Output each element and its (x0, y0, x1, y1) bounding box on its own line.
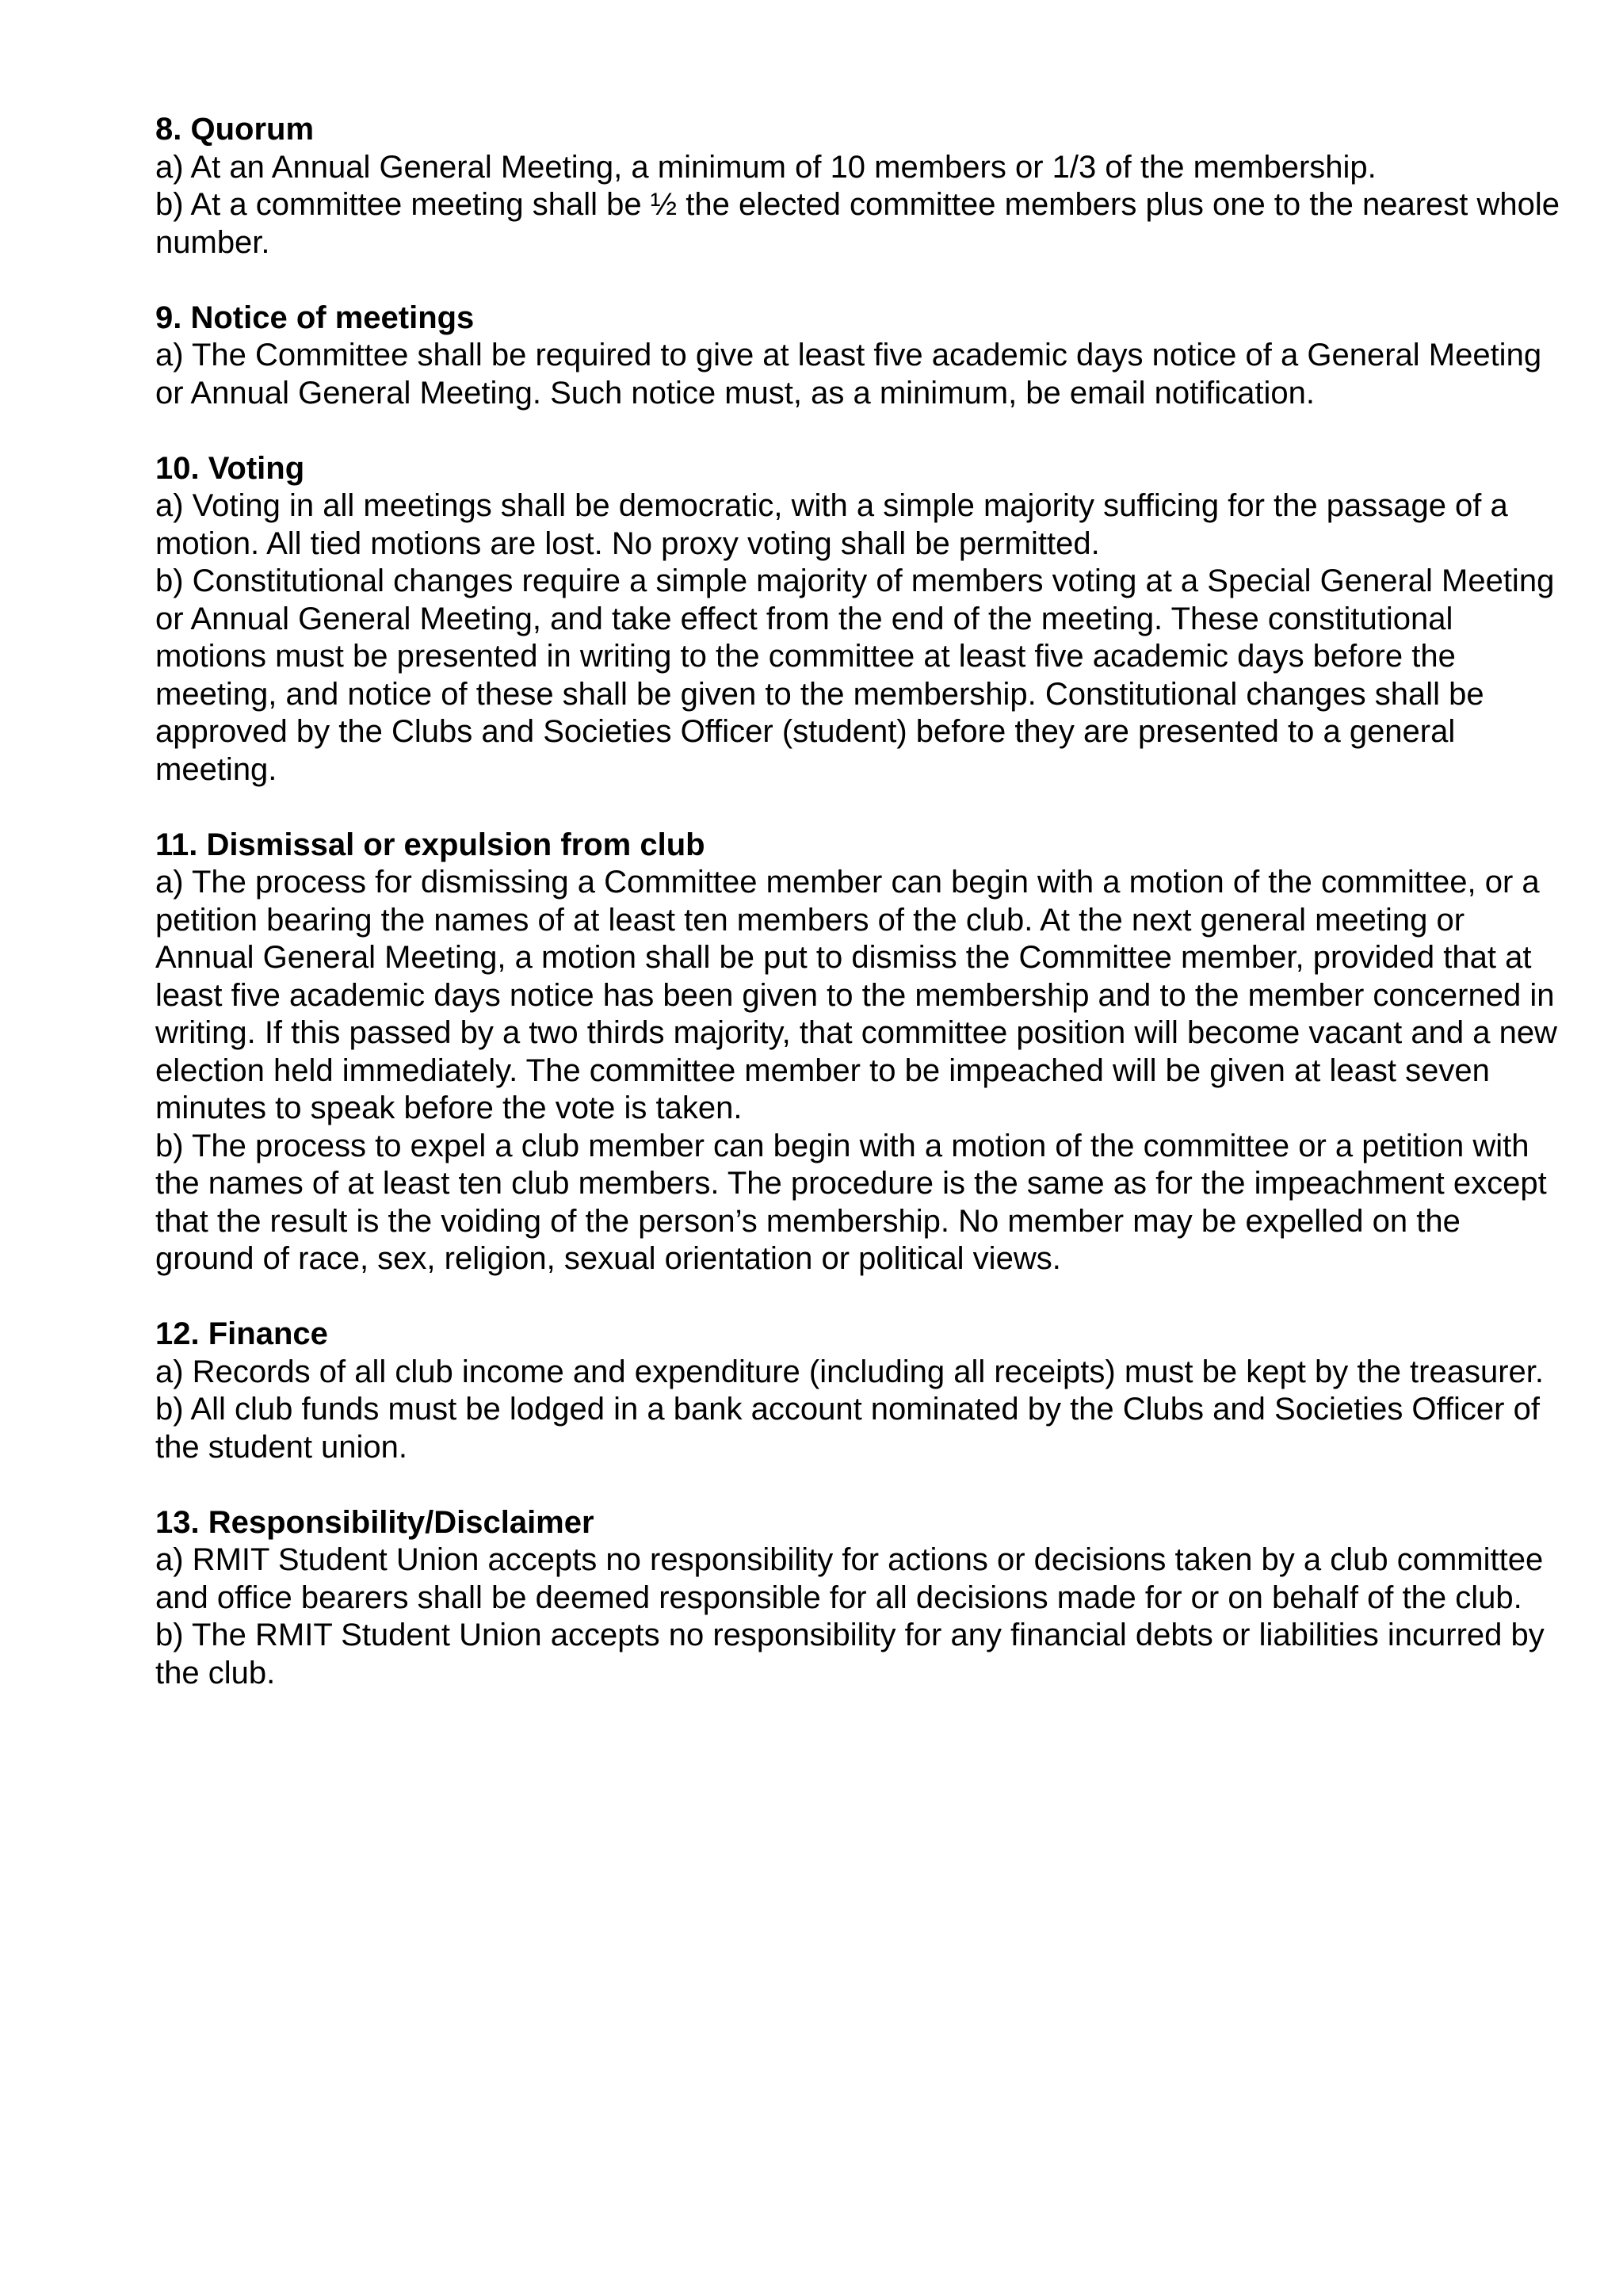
clause-paragraph: b) The RMIT Student Union accepts no responsibility for any financial debts or liabilities incurred by the club. (155, 1618, 1545, 1690)
section-heading: 12. Finance (155, 1316, 328, 1351)
section-heading: 13. Responsibility/Disclaimer (155, 1504, 594, 1540)
clause-paragraph: a) At an Annual General Meeting, a minimum of 10 members or 1/3 of the membership. (155, 149, 1377, 185)
section-quorum (155, 111, 1566, 262)
clause-paragraph: b) At a committee meeting shall be ½ the elected committee members plus one to the nearest whole number. (155, 187, 1560, 260)
clause-paragraph: b) Constitutional changes require a simple majority of members voting at a Special General Meeting or Annual General Meeting, and take effect from the end of the meeting. These constitutional motions must be presented in writing to the committee at least five academic days before the meeting, and notice of these shall be given to the membership. Constitutional changes shall be approved by the Clubs and Societies Officer (student) before they are presented to a general meeting. (155, 563, 1555, 787)
document-body (155, 111, 1566, 1730)
section-dismissal-expulsion (155, 827, 1566, 1278)
clause-paragraph: b) All club funds must be lodged in a bank account nominated by the Clubs and Societies Officer of the student union. (155, 1392, 1540, 1465)
clause-paragraph: a) Records of all club income and expenditure (including all receipts) must be kept by the treasurer. (155, 1354, 1545, 1389)
section-heading: 11. Dismissal or expulsion from club (155, 827, 705, 862)
section-finance (155, 1316, 1566, 1466)
section-heading: 8. Quorum (155, 112, 315, 147)
clause-paragraph: a) The process for dismissing a Committee member can begin with a motion of the committee, or a petition bearing the names of at least ten members of the club. At the next general meeting or Annual General Meeting, a motion shall be put to dismiss the Committee member, provided that at least five academic days notice has been given to the membership and to the member concerned in writing. If this passed by a two thirds majority, that committee position will become vacant and a new election held immediately. The committee member to be impeached will be given at least seven minutes to speak before the vote is taken. (155, 865, 1557, 1125)
section-heading: 10. Voting (155, 450, 305, 486)
clause-paragraph: a) RMIT Student Union accepts no responsibility for actions or decisions taken by a club committee and office bearers shall be deemed responsible for all decisions made for or on behalf of the club. (155, 1542, 1544, 1615)
clause-paragraph: a) Voting in all meetings shall be democratic, with a simple majority sufficing for the passage of a motion. All tied motions are lost. No proxy voting shall be permitted. (155, 488, 1508, 561)
section-notice-of-meetings (155, 300, 1566, 413)
section-responsibility-disclaimer (155, 1504, 1566, 1693)
clause-paragraph: a) The Committee shall be required to give at least five academic days notice of a General Meeting or Annual General Meeting. Such notice must, as a minimum, be email notification. (155, 338, 1542, 411)
section-heading: 9. Notice of meetings (155, 300, 475, 335)
section-voting (155, 450, 1566, 789)
clause-paragraph: b) The process to expel a club member can begin with a motion of the committee or a petition with the names of at least ten club members. The procedure is the same as for the impeachment except that the result is the voiding of the person’s membership. No member may be expelled on the ground of race, sex, religion, sexual orientation or political views. (155, 1128, 1547, 1276)
